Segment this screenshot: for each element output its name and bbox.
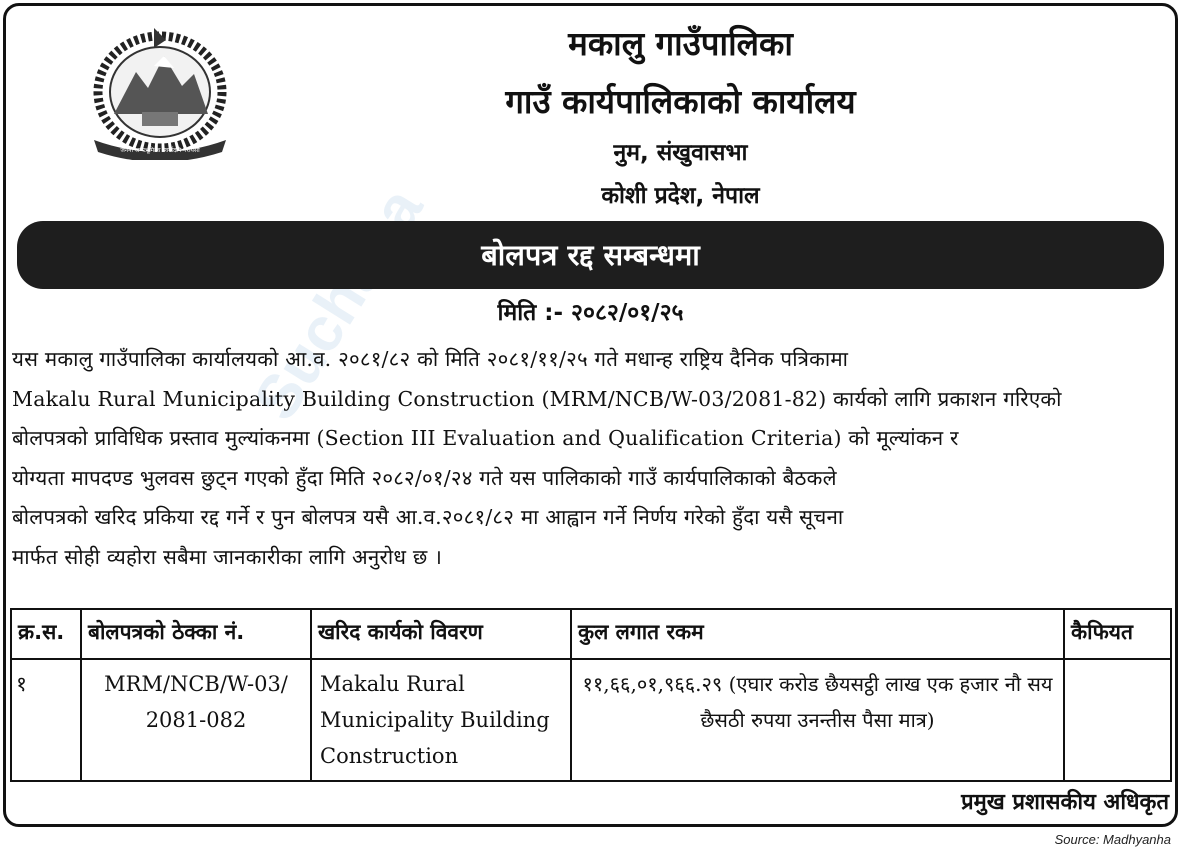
office-name: गाउँ कार्यपालिकाको कार्यालय: [505, 82, 856, 121]
notice-date: मिति :- २०८२/०१/२५: [497, 300, 684, 326]
col-header-sn: क्र.स.: [11, 609, 81, 659]
body-line: योग्यता मापदण्ड भुलवस छुट्न गएको हुँदा मिति २०८२/०१/२४ गते यस पालिकाको गाउँ कार्यपालिकाको बैठकले: [12, 465, 837, 490]
table-header-row: [11, 609, 1171, 659]
notice-title-banner: बोलपत्र रद्द सम्बन्धमा: [17, 221, 1164, 289]
nepal-emblem-icon: [84, 22, 236, 160]
body-line: बोलपत्रको खरिद प्रकिया रद्द गर्ने र पुन बोलपत्र यसै आ.व.२०८१/८२ मा आह्वान गर्ने निर्णय गरेको हुँदा यसै सूचना: [12, 505, 844, 530]
municipality-name: मकालु गाउँपालिका: [568, 24, 793, 63]
tender-table: [10, 608, 1172, 782]
cell-remarks: [1064, 659, 1171, 781]
office-province: कोशी प्रदेश, नेपाल: [601, 183, 760, 209]
body-line: यस मकालु गाउँपालिका कार्यालयको आ.व. २०८१/८२ को मिति २०८१/११/२५ गते मधान्ह राष्ट्रिय दैनिक पत्रिकामा: [12, 347, 849, 371]
source-credit: Source: Madhyanha: [1054, 832, 1171, 847]
body-line: Makalu Rural Municipality Building Construction (MRM/NCB/W-03/2081-82) कार्यको लागि प्रकाशन गरिएको: [12, 386, 1062, 411]
notice-body: [12, 340, 1172, 578]
col-header-amount: कुल लगात रकम: [571, 609, 1064, 659]
office-location: नुम, संखुवासभा: [613, 140, 748, 166]
table-row: [11, 659, 1171, 781]
signature-title: प्रमुख प्रशासकीय अधिकृत: [961, 790, 1169, 815]
cell-sn: १: [11, 659, 81, 781]
col-header-contract-no: बोलपत्रको ठेक्का नं.: [81, 609, 311, 659]
body-line: मार्फत सोही व्यहोरा सबैमा जानकारीका लागि अनुरोध छ ।: [12, 544, 443, 569]
emblem-motto: जननी जन्मभूमिश्च स्वर्गादपि गरीयसी: [120, 147, 200, 154]
col-header-remarks: कैफियत: [1064, 609, 1171, 659]
cell-amount: ११,६६,०१,९६६.२९ (एघार करोड छैयसट्ठी लाख एक हजार नौ सय छैसठी रुपया उनन्तीस पैसा मात्र): [571, 659, 1064, 781]
body-line: बोलपत्रको प्राविधिक प्रस्ताव मुल्यांकनमा (Section III Evaluation and Qualification Criteria) को मूल्यांकन र: [12, 426, 959, 451]
col-header-description: खरिद कार्यको विवरण: [311, 609, 571, 659]
cell-contract-no: MRM/NCB/W-03/ 2081-082: [81, 659, 311, 781]
cell-description: Makalu Rural Municipality Building Construction: [311, 659, 571, 781]
